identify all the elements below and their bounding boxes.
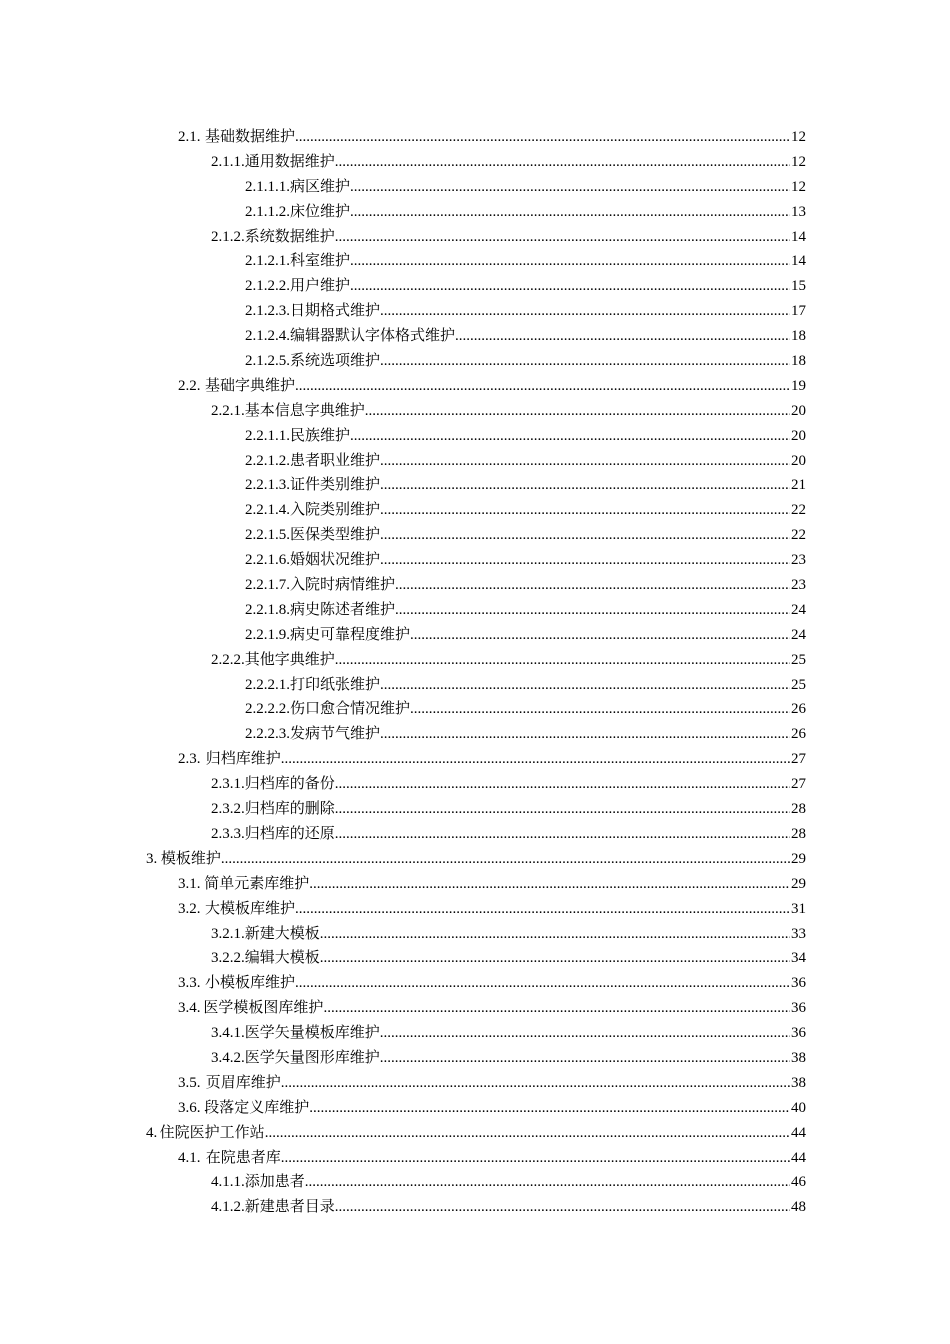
dot-leader xyxy=(295,897,790,922)
toc-entry-title: 入院时病情维护 xyxy=(290,577,396,594)
toc-entry-title: 入院类别维护 xyxy=(290,502,381,519)
toc-entry-title: 在院患者库 xyxy=(205,1149,281,1166)
toc-entry-page-number: 20 xyxy=(791,402,806,419)
toc-entry-number: 2.2.1.5. xyxy=(245,527,290,544)
toc-entry-line xyxy=(178,1096,806,1121)
toc-entry-number: 2.1.2.1. xyxy=(245,253,290,270)
toc-entry-number: 2.1.1.1. xyxy=(245,178,290,195)
toc-entry-page-number: 25 xyxy=(791,651,806,668)
dot-leader xyxy=(395,598,790,623)
toc-entry[interactable] xyxy=(0,772,950,797)
toc-entry-title: 新建患者目录 xyxy=(244,1199,335,1216)
toc-entry-title: 编辑大模板 xyxy=(244,950,320,967)
toc-entry-page-number: 12 xyxy=(791,129,806,145)
toc-entry-line xyxy=(211,922,806,947)
toc-entry-page-number: 14 xyxy=(791,228,806,245)
toc-entry-page-number: 19 xyxy=(791,377,806,394)
toc-entry-number: 2.1.2.2. xyxy=(245,278,290,295)
dot-leader xyxy=(410,697,790,722)
toc-entry[interactable] xyxy=(0,946,950,971)
toc-entry-line xyxy=(245,573,806,598)
toc-entry-line xyxy=(245,274,806,299)
toc-entry-number: 3. xyxy=(146,850,158,867)
toc-entry-page-number: 23 xyxy=(791,577,806,594)
toc-entry-page-number: 23 xyxy=(791,552,806,569)
toc-entry-title: 大模板库维护 xyxy=(204,900,295,917)
toc-entry-line xyxy=(211,648,806,673)
toc-entry-title: 小模板库维护 xyxy=(204,975,295,992)
toc-entry-line xyxy=(245,349,806,374)
toc-entry[interactable] xyxy=(0,299,950,324)
toc-entry-line xyxy=(211,1195,806,1220)
toc-entry[interactable] xyxy=(0,1146,950,1171)
toc-entry[interactable] xyxy=(0,200,950,225)
toc-entry-page-number: 12 xyxy=(791,153,806,170)
toc-entry-line xyxy=(178,897,806,922)
toc-entry[interactable] xyxy=(0,548,950,573)
toc-entry[interactable] xyxy=(0,424,950,449)
dot-leader xyxy=(335,150,790,175)
toc-entry[interactable] xyxy=(0,150,950,175)
toc-entry-line xyxy=(211,946,806,971)
toc-entry-line xyxy=(211,797,806,822)
toc-entry-title: 患者职业维护 xyxy=(290,452,381,469)
toc-entry-number: 2.2.1.6. xyxy=(245,552,290,569)
toc-entry-title: 基础数据维护 xyxy=(204,129,295,145)
toc-entry-line xyxy=(245,473,806,498)
toc-entry-number: 2.2.1. xyxy=(211,402,245,419)
toc-entry-number: 3.4. xyxy=(178,1000,201,1017)
toc-entry-title: 基础字典维护 xyxy=(204,377,295,394)
toc-entry-title: 发病节气维护 xyxy=(290,726,381,743)
toc-entry-title: 病史可靠程度维护 xyxy=(290,626,411,643)
dot-leader xyxy=(365,399,790,424)
toc-entry-line xyxy=(178,125,806,150)
toc-entry-number: 4.1.2. xyxy=(211,1199,245,1216)
toc-entry[interactable] xyxy=(0,399,950,424)
toc-entry[interactable] xyxy=(0,872,950,897)
toc-entry-page-number: 46 xyxy=(791,1174,806,1191)
toc-entry-number: 3.2.2. xyxy=(211,950,245,967)
toc-entry-number: 2.2.2.2. xyxy=(245,701,290,718)
toc-entry-number: 2.3. xyxy=(178,751,201,768)
toc-entry-page-number: 31 xyxy=(791,900,806,917)
toc-entry-number: 2.1. xyxy=(178,129,201,145)
toc-entry-line xyxy=(178,1146,806,1171)
toc-entry-title: 归档库维护 xyxy=(205,751,281,768)
toc-entry-title: 伤口愈合情况维护 xyxy=(290,701,411,718)
toc-entry-page-number: 28 xyxy=(791,801,806,818)
toc-entry-number: 2.1.1.2. xyxy=(245,203,290,220)
toc-entry-page-number: 20 xyxy=(791,427,806,444)
dot-leader xyxy=(320,946,790,971)
toc-entry[interactable] xyxy=(0,722,950,747)
dot-leader xyxy=(320,922,790,947)
toc-entry-title: 基本信息字典维护 xyxy=(244,402,365,419)
toc-entry-number: 2.3.2. xyxy=(211,801,245,818)
toc-entry-page-number: 28 xyxy=(791,825,806,842)
toc-entry-line xyxy=(245,175,806,200)
toc-entry-page-number: 36 xyxy=(791,975,806,992)
toc-entry-line xyxy=(245,523,806,548)
dot-leader xyxy=(380,299,790,324)
toc-entry-title: 日期格式维护 xyxy=(290,303,381,320)
dot-leader xyxy=(380,349,790,374)
toc-entry[interactable] xyxy=(0,648,950,673)
toc-entry-page-number: 44 xyxy=(791,1124,806,1141)
toc-entry-number: 2.2.2. xyxy=(211,651,245,668)
toc-entry[interactable] xyxy=(0,623,950,648)
dot-leader xyxy=(380,1046,790,1071)
dot-leader xyxy=(323,996,790,1021)
toc-entry-number: 2.2. xyxy=(178,377,201,394)
dot-leader xyxy=(309,1096,790,1121)
toc-entry-line xyxy=(211,1046,806,1071)
toc-entry-number: 3.5. xyxy=(178,1074,201,1091)
toc-entry-number: 3.4.2. xyxy=(211,1049,245,1066)
toc-entry-page-number: 22 xyxy=(791,502,806,519)
dot-leader xyxy=(335,822,790,847)
toc-entry[interactable] xyxy=(0,673,950,698)
toc-entry-page-number: 24 xyxy=(791,601,806,618)
toc-entry[interactable] xyxy=(0,1096,950,1121)
dot-leader xyxy=(265,1121,790,1146)
toc-entry[interactable] xyxy=(0,1170,950,1195)
toc-entry-page-number: 44 xyxy=(791,1149,806,1166)
dot-leader xyxy=(455,324,790,349)
toc-entry-page-number: 25 xyxy=(791,676,806,693)
toc-entry-number: 2.3.3. xyxy=(211,825,245,842)
toc-entry-title: 医学模板图库维护 xyxy=(203,1000,324,1017)
toc-entry-title: 编辑器默认字体格式维护 xyxy=(290,328,456,345)
dot-leader xyxy=(295,374,790,399)
toc-entry-line xyxy=(245,324,806,349)
toc-entry-number: 2.2.1.2. xyxy=(245,452,290,469)
dot-leader xyxy=(309,872,790,897)
toc-entry-page-number: 27 xyxy=(791,776,806,793)
toc-entry-line xyxy=(245,722,806,747)
toc-entry-page-number: 24 xyxy=(791,626,806,643)
toc-entry-number: 4. xyxy=(146,1124,158,1141)
toc-entry-line xyxy=(178,971,806,996)
toc-entry-page-number: 40 xyxy=(791,1099,806,1116)
toc-entry[interactable] xyxy=(0,125,950,150)
toc-entry-number: 2.2.1.8. xyxy=(245,601,290,618)
toc-entry[interactable] xyxy=(0,349,950,374)
toc-entry[interactable] xyxy=(0,1071,950,1096)
toc-entry[interactable] xyxy=(0,473,950,498)
dot-leader xyxy=(380,523,790,548)
dot-leader xyxy=(350,200,790,225)
toc-entry-title: 归档库的还原 xyxy=(244,825,335,842)
dot-leader xyxy=(380,548,790,573)
toc-entry-number: 2.1.2.3. xyxy=(245,303,290,320)
toc-entry-line xyxy=(245,623,806,648)
toc-entry-line xyxy=(211,225,806,250)
toc-entry-line xyxy=(178,996,806,1021)
toc-entry[interactable] xyxy=(0,498,950,523)
dot-leader xyxy=(380,498,790,523)
toc-entry[interactable] xyxy=(0,1121,950,1146)
toc-entry-title: 证件类别维护 xyxy=(290,477,381,494)
toc-entry-page-number: 18 xyxy=(791,328,806,345)
toc-entry-title: 归档库的删除 xyxy=(244,801,335,818)
toc-entry-line xyxy=(146,1121,806,1146)
toc-entry[interactable] xyxy=(0,573,950,598)
dot-leader xyxy=(281,1071,790,1096)
toc-entry[interactable] xyxy=(0,324,950,349)
toc-entry-page-number: 26 xyxy=(791,701,806,718)
toc-entry-page-number: 12 xyxy=(791,178,806,195)
toc-entry-page-number: 34 xyxy=(791,950,806,967)
dot-leader xyxy=(295,971,790,996)
toc-entry-page-number: 36 xyxy=(791,1025,806,1042)
toc-entry-number: 2.2.1.9. xyxy=(245,626,290,643)
toc-entry-page-number: 29 xyxy=(791,875,806,892)
toc-entry-number: 2.1.2.4. xyxy=(245,328,290,345)
toc-entry-number: 2.2.1.3. xyxy=(245,477,290,494)
toc-entry-page-number: 33 xyxy=(791,925,806,942)
toc-entry-page-number: 48 xyxy=(791,1199,806,1216)
toc-entry[interactable] xyxy=(0,175,950,200)
toc-entry[interactable] xyxy=(0,225,950,250)
toc-entry-number: 3.2.1. xyxy=(211,925,245,942)
dot-leader xyxy=(335,772,790,797)
toc-entry-page-number: 27 xyxy=(791,751,806,768)
toc-entry-line xyxy=(211,399,806,424)
dot-leader xyxy=(350,424,790,449)
toc-entry-number: 2.1.1. xyxy=(211,153,245,170)
toc-entry[interactable] xyxy=(0,449,950,474)
toc-entry-line xyxy=(211,1170,806,1195)
toc-entry[interactable] xyxy=(0,274,950,299)
toc-entry-page-number: 29 xyxy=(791,850,806,867)
toc-entry[interactable] xyxy=(0,797,950,822)
toc-entry-line xyxy=(245,498,806,523)
toc-entry-number: 3.2. xyxy=(178,900,201,917)
toc-entry-title: 系统数据维护 xyxy=(244,228,335,245)
dot-leader xyxy=(350,175,790,200)
toc-entry-line xyxy=(245,598,806,623)
toc-entry-line xyxy=(211,1021,806,1046)
dot-leader xyxy=(335,648,790,673)
toc-entry-title: 页眉库维护 xyxy=(205,1074,281,1091)
toc-entry-title: 医学矢量模板库维护 xyxy=(244,1025,380,1042)
toc-entry-title: 简单元素库维护 xyxy=(204,875,310,892)
toc-entry[interactable] xyxy=(0,249,950,274)
toc-entry[interactable] xyxy=(0,598,950,623)
toc-entry-page-number: 13 xyxy=(791,203,806,220)
toc-entry-number: 4.1.1. xyxy=(211,1174,245,1191)
dot-leader xyxy=(410,623,790,648)
toc-entry-title: 科室维护 xyxy=(290,253,351,270)
toc-entry-number: 4.1. xyxy=(178,1149,201,1166)
toc-entry-title: 病史陈述者维护 xyxy=(290,601,396,618)
toc-entry-number: 2.2.1.7. xyxy=(245,577,290,594)
toc-entry-title: 打印纸张维护 xyxy=(290,676,381,693)
dot-leader xyxy=(380,722,790,747)
dot-leader xyxy=(295,125,790,150)
toc-entry-page-number: 38 xyxy=(791,1074,806,1091)
toc-entry-number: 3.6. xyxy=(178,1099,201,1116)
toc-entry-title: 用户维护 xyxy=(290,278,351,295)
dot-leader xyxy=(380,673,790,698)
dot-leader xyxy=(305,1170,790,1195)
toc-entry-line xyxy=(245,673,806,698)
toc-entry-line xyxy=(245,249,806,274)
toc-entry-number: 2.1.2. xyxy=(211,228,245,245)
toc-entry-number: 2.3.1. xyxy=(211,776,245,793)
toc-entry-line xyxy=(178,1071,806,1096)
toc-entry-title: 归档库的备份 xyxy=(244,776,335,793)
toc-entry-page-number: 17 xyxy=(791,303,806,320)
toc-entry-title: 模板维护 xyxy=(160,850,221,867)
toc-entry-page-number: 26 xyxy=(791,726,806,743)
dot-leader xyxy=(395,573,790,598)
toc-entry-number: 2.2.1.4. xyxy=(245,502,290,519)
toc-entry[interactable] xyxy=(0,922,950,947)
toc-entry-title: 医保类型维护 xyxy=(290,527,381,544)
toc-entry-page-number: 15 xyxy=(791,278,806,295)
toc-entry-title: 系统选项维护 xyxy=(290,353,381,370)
toc-entry[interactable] xyxy=(0,1195,950,1220)
dot-leader xyxy=(281,1146,790,1171)
toc-entry-title: 床位维护 xyxy=(290,203,351,220)
toc-entry-line xyxy=(245,299,806,324)
toc-entry-title: 婚姻状况维护 xyxy=(290,552,381,569)
toc-entry-title: 住院医护工作站 xyxy=(159,1124,265,1141)
toc-entry-number: 2.1.2.5. xyxy=(245,353,290,370)
toc-entry-number: 2.2.1.1. xyxy=(245,427,290,444)
toc-entry[interactable] xyxy=(0,374,950,399)
toc-entry-line xyxy=(211,772,806,797)
toc-entry-title: 其他字典维护 xyxy=(244,651,335,668)
dot-leader xyxy=(335,225,790,250)
toc-entry-number: 3.1. xyxy=(178,875,201,892)
toc-entry[interactable] xyxy=(0,1021,950,1046)
dot-leader xyxy=(380,449,790,474)
toc-entry-page-number: 36 xyxy=(791,1000,806,1017)
toc-entry-line xyxy=(146,847,806,872)
toc-entry-title: 添加患者 xyxy=(244,1174,305,1191)
toc-entry-line xyxy=(245,449,806,474)
toc-entry-title: 民族维护 xyxy=(290,427,351,444)
toc-entry[interactable] xyxy=(0,1046,950,1071)
dot-leader xyxy=(350,274,790,299)
toc-entry-line xyxy=(245,424,806,449)
toc-entry-page-number: 22 xyxy=(791,527,806,544)
toc-entry-line xyxy=(245,548,806,573)
dot-leader xyxy=(380,473,790,498)
toc-entry-page-number: 20 xyxy=(791,452,806,469)
toc-entry-title: 医学矢量图形库维护 xyxy=(244,1049,380,1066)
toc-entry-line xyxy=(178,747,806,772)
toc-entry-number: 2.2.2.3. xyxy=(245,726,290,743)
toc-entry-page-number: 21 xyxy=(791,477,806,494)
toc-entry-line xyxy=(211,822,806,847)
toc-entry-title: 新建大模板 xyxy=(244,925,320,942)
dot-leader xyxy=(335,1195,790,1220)
dot-leader xyxy=(221,847,790,872)
toc-entry[interactable] xyxy=(0,822,950,847)
dot-leader xyxy=(380,1021,790,1046)
toc-entry-title: 病区维护 xyxy=(290,178,351,195)
toc-entry[interactable] xyxy=(0,996,950,1021)
toc-entry-number: 3.4.1. xyxy=(211,1025,245,1042)
toc-entry[interactable] xyxy=(0,971,950,996)
dot-leader xyxy=(350,249,790,274)
toc-entry-line xyxy=(178,374,806,399)
toc-entry-title: 段落定义库维护 xyxy=(204,1099,310,1116)
toc-entry-page-number: 38 xyxy=(791,1049,806,1066)
toc-entry-line xyxy=(211,150,806,175)
toc-entry[interactable] xyxy=(0,747,950,772)
toc-entry[interactable] xyxy=(0,897,950,922)
toc-entry[interactable] xyxy=(0,523,950,548)
toc-entry[interactable] xyxy=(0,847,950,872)
toc-entry-number: 2.2.2.1. xyxy=(245,676,290,693)
toc-entry-page-number: 14 xyxy=(791,253,806,270)
toc-entry-line xyxy=(245,200,806,225)
toc-entry[interactable] xyxy=(0,697,950,722)
table-of-contents xyxy=(0,125,950,1220)
dot-leader xyxy=(281,747,790,772)
toc-entry-title: 通用数据维护 xyxy=(244,153,335,170)
toc-entry-page-number: 18 xyxy=(791,353,806,370)
toc-entry-line xyxy=(178,872,806,897)
toc-entry-number: 3.3. xyxy=(178,975,201,992)
toc-entry-line xyxy=(245,697,806,722)
dot-leader xyxy=(335,797,790,822)
